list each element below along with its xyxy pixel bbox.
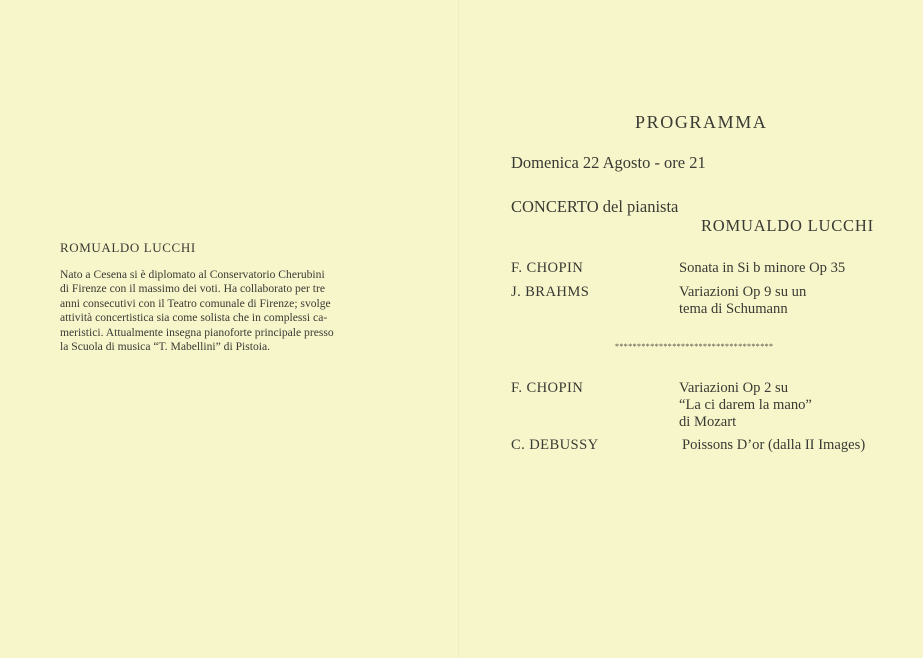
work-line: Sonata in Si b minore Op 35 [679, 260, 846, 276]
bio-line: la Scuola di musica “T. Mabellini” di Pistoia. [60, 340, 271, 354]
work-title [679, 380, 901, 431]
bio-line: anni consecutivi con il Teatro comunale di Firenze; svolge [60, 296, 331, 310]
work-title [679, 284, 901, 318]
bio-title: ROMUALDO LUCCHI [60, 240, 196, 255]
work-line: di Mozart [679, 414, 737, 430]
work-line: Poissons D’or (dalla II Images) [682, 437, 866, 453]
bio-line: Nato a Cesena si è diplomato al Conservatorio Cherubini [60, 268, 325, 281]
pianist-name: ROMUALDO LUCCHI [701, 216, 874, 235]
composer-name: F. CHOPIN [511, 260, 584, 276]
composer-name: C. DEBUSSY [511, 437, 599, 453]
work-line: tema di Schumann [679, 301, 788, 317]
bio-line: meristici. Attualmente insegna pianoforte principale presso [60, 325, 334, 339]
work-title [679, 260, 901, 277]
composer-name: J. BRAHMS [511, 284, 590, 300]
program-heading: PROGRAMMA [635, 112, 768, 132]
concert-title: CONCERTO del pianista [511, 197, 679, 216]
bio-line: di Firenze con il massimo dei voti. Ha collaborato per tre [60, 282, 325, 296]
composer-name: F. CHOPIN [511, 380, 584, 396]
page-fold [458, 0, 460, 658]
left-page [60, 240, 400, 354]
concert-date: Domenica 22 Agosto - ore 21 [511, 153, 706, 172]
work-title [682, 437, 904, 454]
work-line: Variazioni Op 2 su [679, 380, 789, 396]
bio-text [60, 268, 400, 354]
bio-line: attività concertistica sia come solista che in complessi ca- [60, 311, 328, 325]
work-line: Variazioni Op 9 su un [679, 284, 807, 300]
work-line: “La ci darem la mano” [679, 397, 812, 413]
section-divider: ************************************ [615, 342, 774, 351]
